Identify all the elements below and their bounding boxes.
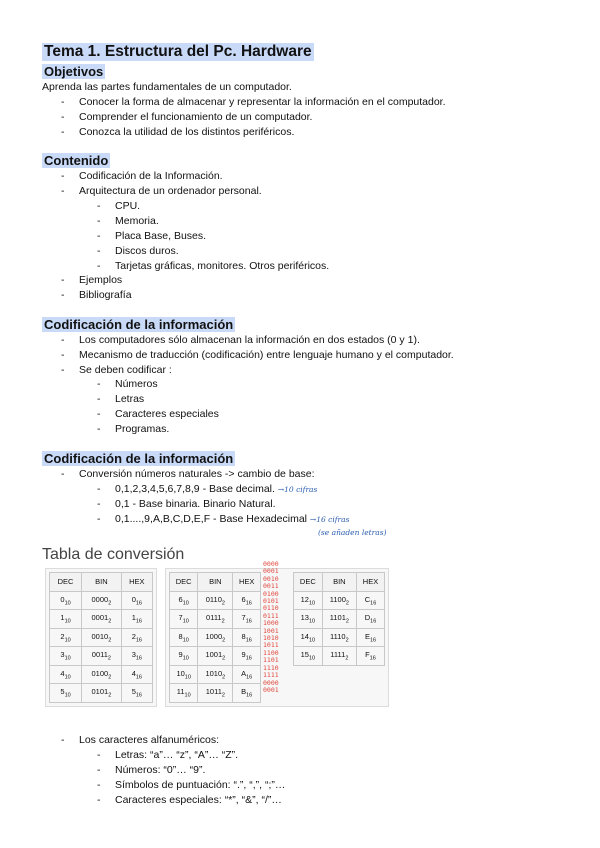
table-row: $5_{10}$ $0101_2$ $5_{16}$ bbox=[50, 684, 153, 703]
table-row: $1_{10}$ $0001_2$ $1_{16}$ bbox=[50, 610, 153, 629]
col-header: HEX bbox=[357, 573, 385, 592]
list-item: - Letras bbox=[115, 392, 219, 407]
table-row: $4_{10}$ $0100_2$ $4_{16}$ bbox=[50, 665, 153, 684]
list-item: - Conozca la utilidad de los distintos periféricos. bbox=[79, 125, 446, 140]
list-item: - Conversión números naturales -> cambio de base: bbox=[79, 467, 315, 482]
table-row: $6_{10}$ $0110_2$ $6_{16}$ bbox=[170, 591, 261, 610]
conversion-list bbox=[79, 467, 315, 482]
contenido-list-2 bbox=[79, 273, 132, 303]
tabla-title: Tabla de conversión bbox=[42, 546, 185, 563]
list-item: - Memoria. bbox=[115, 214, 329, 229]
col-header: HEX bbox=[121, 573, 152, 592]
handwritten-note: →16 cifras bbox=[309, 515, 350, 524]
conversion-table-1 bbox=[45, 568, 157, 707]
objetivos-list bbox=[79, 95, 446, 140]
list-item: - Arquitectura de un ordenador personal. bbox=[79, 184, 262, 199]
table-row: $10_{10}$ $1010_2$ $A_{16}$ bbox=[170, 665, 261, 684]
table-row: $9_{10}$ $1001_2$ $9_{16}$ bbox=[170, 647, 261, 666]
list-item: - Bibliografía bbox=[79, 288, 132, 303]
list-item: - 0,1 - Base binaria. Binario Natural. bbox=[115, 497, 349, 512]
contenido-heading: Contenido bbox=[44, 153, 109, 168]
col-header: DEC bbox=[50, 573, 82, 592]
conversion-sublist bbox=[115, 482, 349, 527]
list-item: - Caracteres especiales: “*”, “&”, “/”… bbox=[115, 793, 285, 808]
list-item bbox=[115, 482, 349, 497]
list-item: - Los computadores sólo almacenan la información en dos estados (0 y 1). bbox=[79, 333, 454, 348]
col-header: BIN bbox=[82, 573, 122, 592]
col-header: HEX bbox=[233, 573, 261, 592]
list-item bbox=[115, 512, 349, 527]
table-row: $11_{10}$ $1011_2$ $B_{16}$ bbox=[170, 684, 261, 703]
list-item: - Caracteres especiales bbox=[115, 407, 219, 422]
table-row: $0_{10}$ $0000_2$ $0_{16}$ bbox=[50, 591, 153, 610]
list-item: - Números: “0”… “9”. bbox=[115, 763, 285, 778]
list-item: - Programas. bbox=[115, 422, 219, 437]
list-item: - Placa Base, Buses. bbox=[115, 229, 329, 244]
list-item: - Los caracteres alfanuméricos: bbox=[79, 733, 219, 748]
alfanumericos-list bbox=[79, 733, 219, 748]
base-hexadecimal: 0,1....,9,A,B,C,D,E,F - Base Hexadecimal bbox=[115, 513, 307, 525]
table-row: $3_{10}$ $0011_2$ $3_{16}$ bbox=[50, 647, 153, 666]
col-header: BIN bbox=[322, 573, 356, 592]
list-item: - Mecanismo de traducción (codificación) entre lenguaje humano y el computador. bbox=[79, 348, 454, 363]
list-item: - Letras: “a”… “z”, “A”… “Z”. bbox=[115, 748, 285, 763]
handwritten-note: (se añaden letras) bbox=[318, 528, 387, 537]
codificacion-list bbox=[79, 333, 454, 378]
handwritten-binary-notes: 0000 0001 0010 0011 0100 0101 0110 0111 1000 1001 1010 1011 1100 1101 1110 1111 0000 0001 bbox=[263, 560, 279, 694]
base-decimal: 0,1,2,3,4,5,6,7,8,9 - Base decimal. bbox=[115, 483, 275, 495]
col-header: DEC bbox=[170, 573, 198, 592]
list-item: - Tarjetas gráficas, monitores. Otros periféricos. bbox=[115, 259, 329, 274]
codificacion-heading: Codificación de la información bbox=[44, 317, 234, 332]
list-item: - Ejemplos bbox=[79, 273, 132, 288]
table-row: $7_{10}$ $0111_2$ $7_{16}$ bbox=[170, 610, 261, 629]
objetivos-intro: Aprenda las partes fundamentales de un computador. bbox=[42, 81, 292, 93]
col-header: DEC bbox=[294, 573, 323, 592]
list-item: - Se deben codificar : bbox=[79, 363, 454, 378]
table-row: $12_{10}$ $1100_2$ $C_{16}$ bbox=[294, 591, 385, 610]
list-item: - Conocer la forma de almacenar y representar la información en el computador. bbox=[79, 95, 446, 110]
list-item: - Codificación de la Información. bbox=[79, 169, 262, 184]
objetivos-heading: Objetivos bbox=[44, 64, 104, 79]
alfanumericos-sublist bbox=[115, 748, 285, 808]
list-item: - CPU. bbox=[115, 199, 329, 214]
list-item: - Símbolos de puntuación: “.”, “,”, “;”… bbox=[115, 778, 285, 793]
contenido-sublist bbox=[115, 199, 329, 274]
codificacion-heading-2: Codificación de la información bbox=[44, 451, 234, 466]
codificacion-sublist bbox=[115, 377, 219, 437]
table-row: $2_{10}$ $0010_2$ $2_{16}$ bbox=[50, 628, 153, 647]
table-row: $13_{10}$ $1101_2$ $D_{16}$ bbox=[294, 610, 385, 629]
table-row: $14_{10}$ $1110_2$ $E_{16}$ bbox=[294, 628, 385, 647]
table-row: $15_{10}$ $1111_2$ $F_{16}$ bbox=[294, 647, 385, 666]
handwritten-note: →10 cifras bbox=[277, 485, 318, 494]
col-header: BIN bbox=[198, 573, 233, 592]
contenido-list bbox=[79, 169, 262, 199]
list-item: - Comprender el funcionamiento de un computador. bbox=[79, 110, 446, 125]
page-title: Tema 1. Estructura del Pc. Hardware bbox=[44, 43, 312, 60]
list-item: - Discos duros. bbox=[115, 244, 329, 259]
table-row: $8_{10}$ $1000_2$ $8_{16}$ bbox=[170, 628, 261, 647]
list-item: - Números bbox=[115, 377, 219, 392]
